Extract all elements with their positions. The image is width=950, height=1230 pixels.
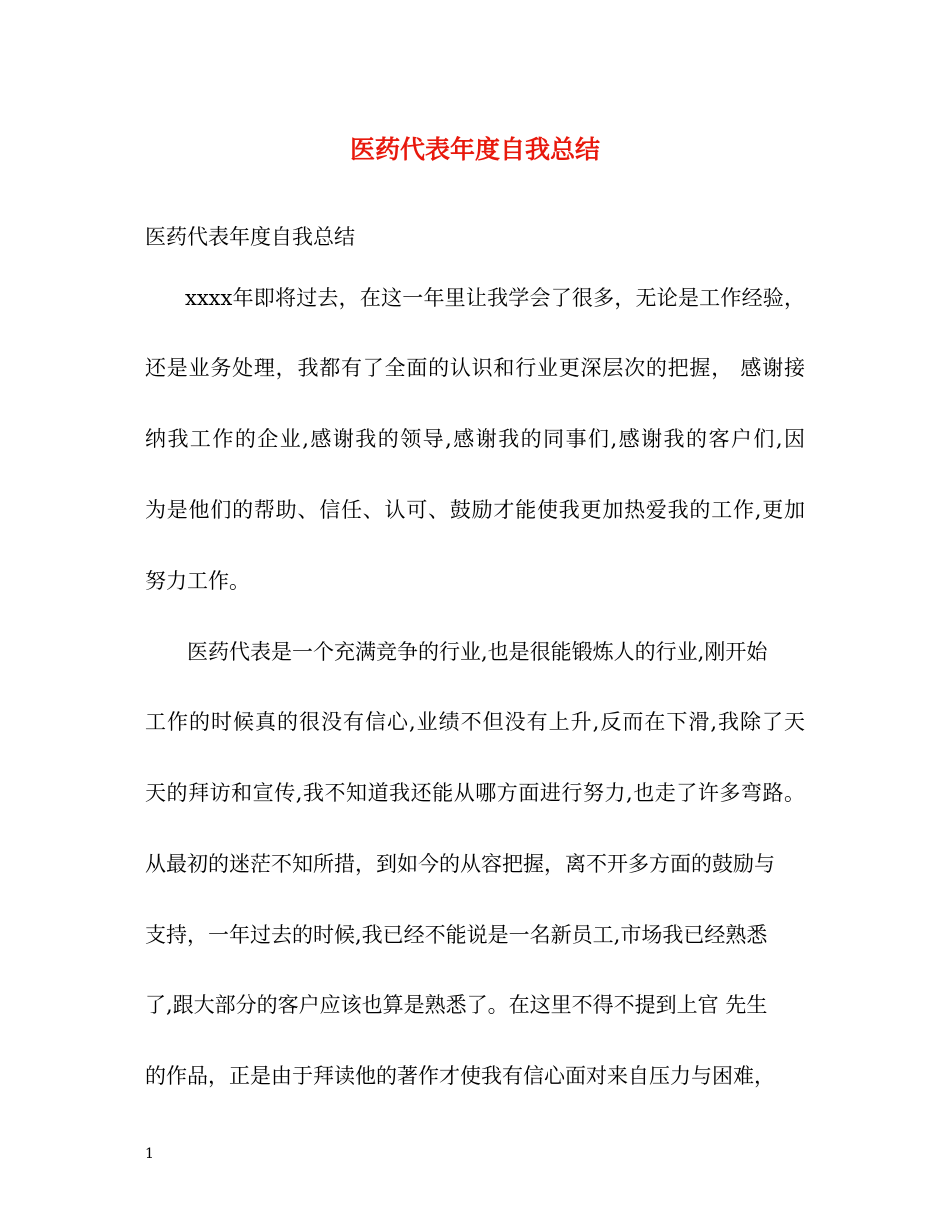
- paragraph-line: 支持，一年过去的时候,我已经不能说是一名新员工,市场我已经熟悉: [145, 923, 768, 947]
- paragraph-line: 从最初的迷茫不知所措，到如今的从容把握，离不开多方面的鼓励与: [145, 852, 775, 876]
- paragraph-line: 纳我工作的企业,感谢我的领导,感谢我的同事们,感谢我的客户们,因: [145, 427, 805, 451]
- paragraph-line: 的作品，正是由于拜读他的著作才使我有信心面对来自压力与困难，: [145, 1064, 775, 1088]
- page-number: 1: [145, 1146, 154, 1162]
- document-title: 医药代表年度自我总结: [349, 135, 600, 164]
- paragraph-line: 医药代表是一个充满竞争的行业,也是很能锻炼人的行业,刚开始: [187, 640, 768, 664]
- document-subtitle: 医药代表年度自我总结: [145, 225, 355, 249]
- paragraph-line: 努力工作。: [145, 569, 250, 593]
- paragraph-line: 工作的时候真的很没有信心,业绩不但没有上升,反而在下滑,我除了天: [145, 710, 805, 734]
- paragraph-line: xxxx年即将过去，在这一年里让我学会了很多，无论是工作经验，: [185, 286, 805, 310]
- paragraph-line: 为是他们的帮助、信任、认可、鼓励才能使我更加热爱我的工作,更加: [145, 498, 805, 522]
- paragraph-line: 天的拜访和宣传,我不知道我还能从哪方面进行努力,也走了许多弯路。: [145, 781, 805, 805]
- paragraph-line: 还是业务处理，我都有了全面的认识和行业更深层次的把握， 感谢接: [145, 356, 805, 380]
- paragraph-line: 了,跟大部分的客户应该也算是熟悉了。在这里不得不提到上官 先生: [145, 993, 768, 1017]
